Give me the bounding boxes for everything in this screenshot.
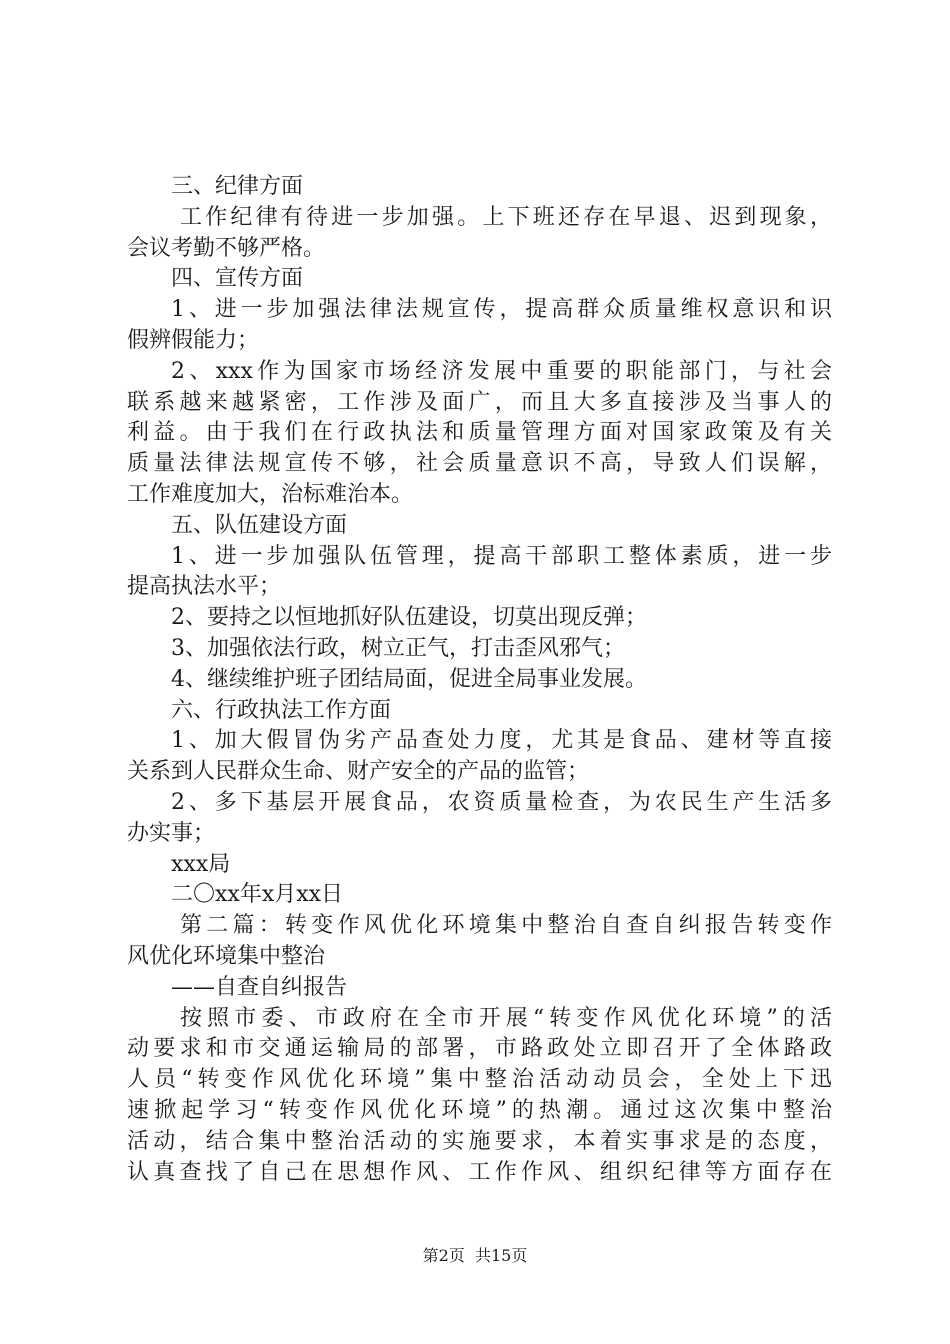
text-line: 第二篇：转变作风优化环境集中整治自查自纠报告转变作 bbox=[180, 913, 832, 939]
text-line: 认真查找了自己在思想作风、工作作风、组织纪律等方面存在 bbox=[127, 1159, 832, 1185]
text-line: 联系越来越紧密，工作涉及面广，而且大多直接涉及当事人的 bbox=[127, 389, 832, 415]
text-line: 4、继续维护班子团结局面，促进全局事业发展。 bbox=[171, 666, 647, 692]
text-line: 四、宣传方面 bbox=[171, 266, 304, 292]
text-line: 质量法律法规宣传不够，社会质量意识不高，导致人们误解， bbox=[127, 451, 832, 477]
text-line: 人员“转变作风优化环境”集中整治活动动员会，全处上下迅 bbox=[127, 1067, 832, 1093]
text-line: 活动，结合集中整治活动的实施要求，本着实事求是的态度， bbox=[127, 1128, 832, 1154]
text-line: 工作难度加大，治标难治本。 bbox=[127, 481, 414, 507]
text-line: 三、纪律方面 bbox=[171, 174, 304, 199]
text-line: 风优化环境集中整治 bbox=[127, 943, 326, 969]
text-line: 1、加大假冒伪劣产品查处力度，尤其是食品、建材等直接 bbox=[171, 728, 832, 754]
text-line: 按照市委、市政府在全市开展“转变作风优化环境”的活 bbox=[180, 1005, 832, 1031]
text-line: 办实事； bbox=[127, 820, 216, 846]
text-line: 1、进一步加强队伍管理，提高干部职工整体素质，进一步 bbox=[171, 543, 832, 569]
text-line: xxx局 bbox=[171, 851, 231, 877]
document-body bbox=[127, 172, 832, 1188]
text-line: 二〇xx年x月xx日 bbox=[171, 882, 344, 908]
text-line: 动要求和市交通运输局的部署，市路政处立即召开了全体路政 bbox=[127, 1036, 832, 1062]
text-line: 1、进一步加强法律法规宣传，提高群众质量维权意识和识 bbox=[171, 297, 832, 323]
text-line: 3、加强依法行政，树立正气，打击歪风邪气； bbox=[171, 635, 625, 661]
text-line: 速掀起学习“转变作风优化环境”的热潮。通过这次集中整治 bbox=[127, 1097, 832, 1123]
text-line: 2、xxx作为国家市场经济发展中重要的职能部门，与社会 bbox=[171, 358, 832, 384]
text-line: 五、队伍建设方面 bbox=[171, 512, 348, 538]
text-line: 关系到人民群众生命、财产安全的产品的监管； bbox=[127, 759, 590, 785]
text-line: 六、行政执法工作方面 bbox=[171, 697, 392, 723]
text-line: 工作纪律有待进一步加强。上下班还存在早退、迟到现象， bbox=[180, 204, 832, 230]
text-line: ——自查自纠报告 bbox=[171, 974, 348, 1000]
text-line: 假辨假能力； bbox=[127, 327, 260, 353]
text-line: 2、要持之以恒地抓好队伍建设，切莫出现反弹； bbox=[171, 605, 647, 631]
text-line: 会议考勤不够严格。 bbox=[127, 235, 326, 261]
text-line: 2、多下基层开展食品，农资质量检查，为农民生产生活多 bbox=[171, 789, 832, 815]
text-line: 提高执法水平； bbox=[127, 574, 282, 600]
page-number-label: 第2页 共15页 bbox=[422, 1246, 528, 1265]
text-line: 利益。由于我们在行政执法和质量管理方面对国家政策及有关 bbox=[127, 420, 832, 446]
page-footer bbox=[0, 1243, 950, 1266]
